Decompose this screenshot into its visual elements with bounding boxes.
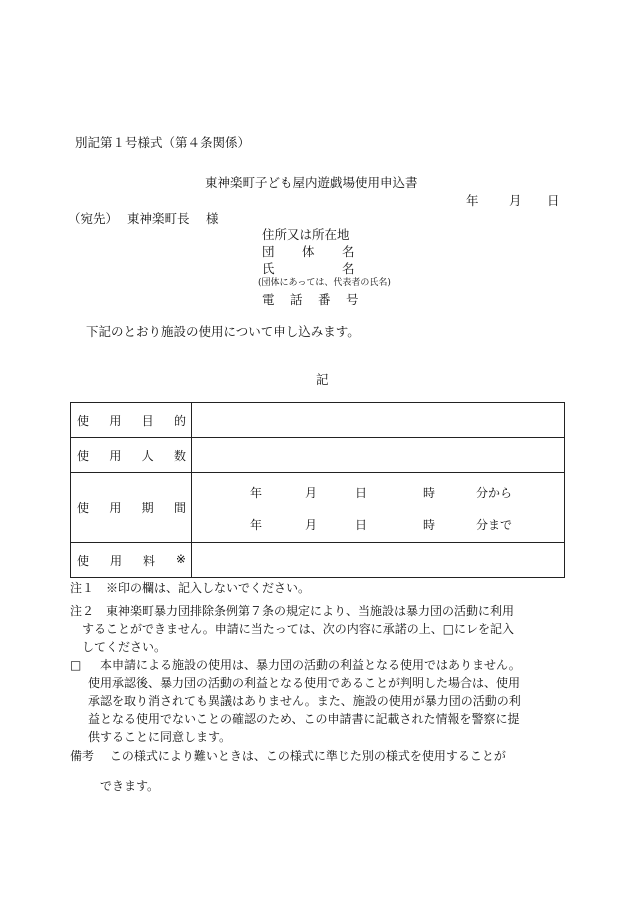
consent-block <box>70 656 521 746</box>
addressee-prefix: （宛先） <box>68 211 119 226</box>
purpose-label-char: 使 <box>77 413 90 428</box>
fee-label-char: ※ <box>175 551 186 566</box>
remarks-line: この様式により難いときは、この様式に準じた別の様式を使用することが <box>109 749 506 763</box>
fee-row <box>71 543 565 578</box>
period-label-char: 期 <box>141 501 154 515</box>
to-year: 年 <box>250 518 263 532</box>
note-2 <box>70 602 514 656</box>
applicant-address-label: 住所又は所在地 <box>262 227 350 242</box>
from-day: 日 <box>355 486 368 500</box>
period-label-char: 用 <box>109 501 122 515</box>
count-label-char: 人 <box>141 448 154 463</box>
fee-label-char: 用 <box>109 553 122 568</box>
purpose-row <box>71 403 565 438</box>
remarks-label: 備考 <box>70 749 95 763</box>
fee-field <box>192 543 565 578</box>
representative-note: (団体にあっては、代表者の氏名) <box>258 278 391 288</box>
consent-line: 益となる使用でないことの確認のため、この申請書に記載された情報を警察に提 <box>88 712 520 726</box>
count-label-char: 用 <box>109 448 122 463</box>
person-name-char-1: 氏 <box>262 261 275 276</box>
to-hour: 時 <box>423 518 436 532</box>
purpose-label-char: 用 <box>109 413 122 428</box>
group-name-char-3: 名 <box>342 244 355 259</box>
period-field[interactable] <box>192 473 565 543</box>
remarks <box>70 747 506 795</box>
form-reference: 別記第１号様式（第４条関係） <box>75 135 251 150</box>
usage-table <box>70 402 565 578</box>
person-name-char-2: 名 <box>342 261 355 276</box>
addressee-name: 東神楽町長 <box>127 211 190 226</box>
period-from-line <box>192 484 564 502</box>
count-label <box>71 438 192 473</box>
period-label-char: 使 <box>77 501 90 515</box>
consent-line: 本申請による施設の使用は、暴力団の活動の利益となる使用ではありません。 <box>100 658 521 672</box>
from-year: 年 <box>250 486 263 500</box>
purpose-label <box>71 403 192 438</box>
date-year-label: 年 <box>466 193 479 208</box>
period-label-char: 間 <box>173 501 186 515</box>
consent-checkbox[interactable]: □ <box>70 658 82 672</box>
to-day: 日 <box>355 518 368 532</box>
note-2-line: してください。 <box>82 640 167 654</box>
form-title: 東神楽町子ども屋内遊戯場使用申込書 <box>205 175 418 190</box>
ki-heading: 記 <box>316 372 329 387</box>
count-row <box>71 438 565 473</box>
fee-label-char: 使 <box>77 553 90 568</box>
from-month: 月 <box>305 486 318 500</box>
from-hour: 時 <box>423 486 436 500</box>
note-2-line: 注２ 東神楽町暴力団排除条例第７条の規定により、当施設は暴力団の活動に利用 <box>70 604 515 618</box>
from-minute: 分から <box>476 486 513 500</box>
remarks-line: できます。 <box>100 779 160 793</box>
phone-char-3: 番 <box>318 292 331 307</box>
period-row <box>71 473 565 543</box>
date-day-label: 日 <box>547 193 560 208</box>
consent-line: 供することに同意します。 <box>88 730 232 744</box>
note-2-line: することができません。申請に当たっては、次の内容に承諾の上、□にレを記入 <box>82 622 515 636</box>
note-1: 注１ ※印の欄は、記入しないでください。 <box>70 581 311 595</box>
phone-char-4: 号 <box>346 292 359 307</box>
phone-char-1: 電 <box>262 292 275 307</box>
addressee-honorific: 様 <box>206 211 219 226</box>
period-to-line <box>192 516 564 534</box>
to-month: 月 <box>305 518 318 532</box>
count-field[interactable] <box>192 438 565 473</box>
fee-label <box>71 543 192 578</box>
purpose-label-char: 目 <box>141 413 154 428</box>
intro-text: 下記のとおり施設の使用について申し込みます。 <box>86 324 360 339</box>
consent-line: 使用承認後、暴力団の活動の利益となる使用であることが判明した場合は、使用 <box>88 676 521 690</box>
to-minute: 分まで <box>476 518 513 532</box>
count-label-char: 数 <box>173 448 186 463</box>
period-label <box>71 473 192 543</box>
group-name-char-2: 体 <box>302 244 315 259</box>
phone-char-2: 話 <box>290 292 303 307</box>
consent-text <box>70 656 521 746</box>
group-name-char-1: 団 <box>262 244 275 259</box>
purpose-label-char: 的 <box>173 413 186 428</box>
date-month-label: 月 <box>509 193 522 208</box>
fee-label-char: 料 <box>142 553 155 568</box>
consent-line: 承認を取り消されても異議はありません。また、施設の使用が暴力団の活動の利 <box>88 694 521 708</box>
purpose-field[interactable] <box>192 403 565 438</box>
count-label-char: 使 <box>77 448 90 463</box>
